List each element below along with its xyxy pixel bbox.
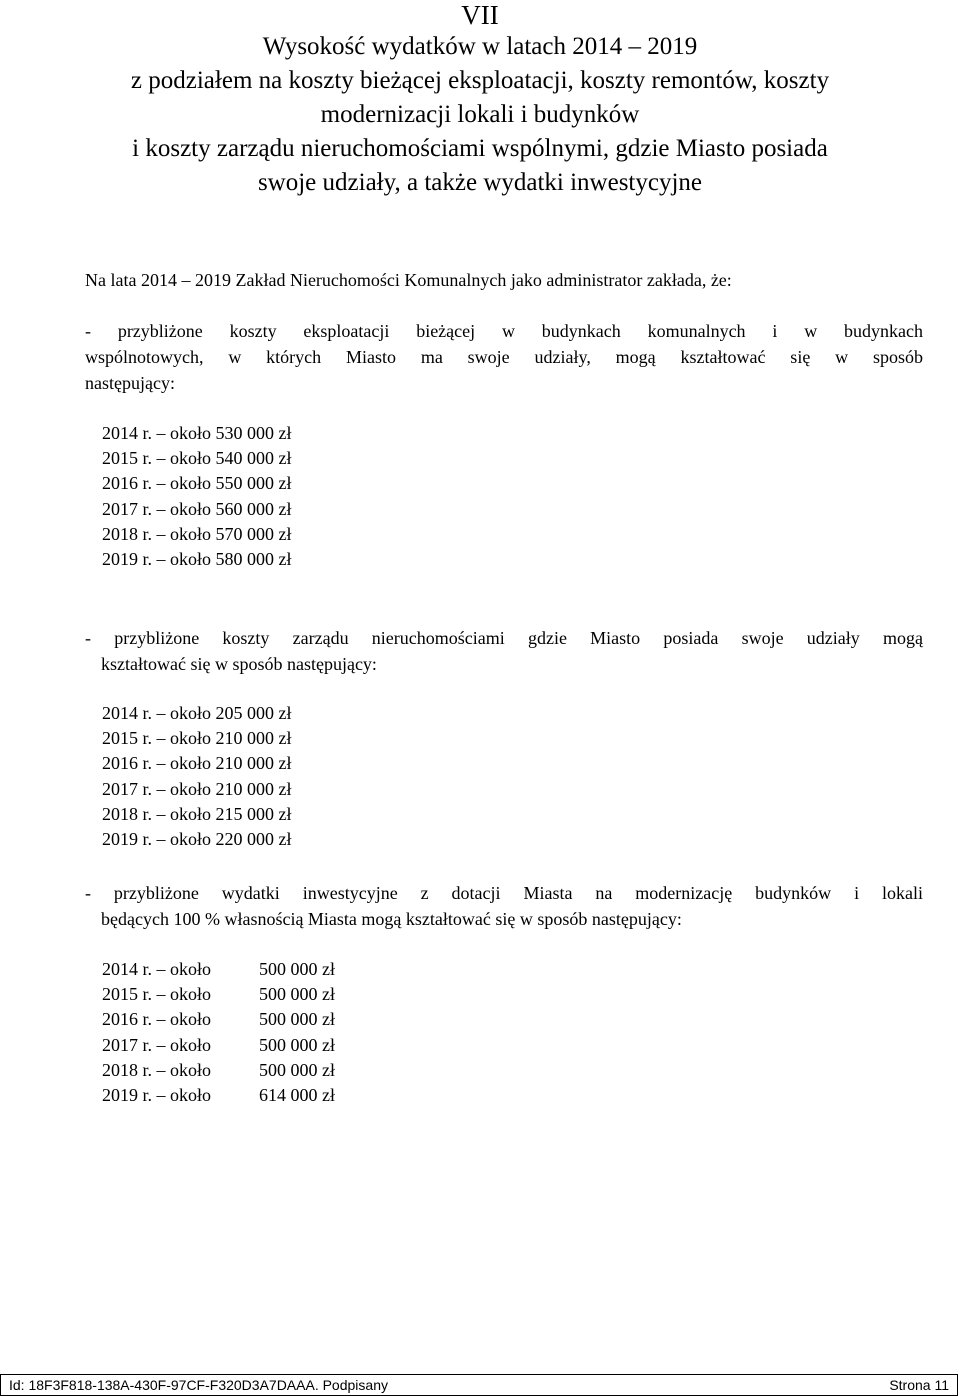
list-item: 2019 r. – około 220 000 zł (102, 829, 292, 850)
document-header (0, 0, 960, 200)
year-label: 2018 r. – około (102, 1059, 212, 1080)
amount: 500 000 zł (259, 959, 335, 979)
list-item: 2019 r. – około 580 000 zł (102, 549, 292, 570)
list-item: 2018 r. – około 215 000 zł (102, 803, 292, 824)
title-line: swoje udziały, a także wydatki inwestycyjne (257, 169, 703, 196)
management-costs-list (102, 701, 292, 852)
list-item: 2015 r. – około 540 000 zł (102, 448, 292, 469)
page-number: Strona 11 (889, 1377, 949, 1393)
title-line: z podziałem na koszty bieżącej eksploatacji, koszty remontów, koszty (130, 67, 830, 94)
list-item: 2017 r. – około 560 000 zł (102, 498, 292, 519)
list-item: 2015 r. – około 210 000 zł (102, 728, 292, 749)
list-item (102, 982, 335, 1007)
year-label: 2016 r. – około (102, 1009, 212, 1030)
amount: 500 000 zł (259, 984, 335, 1005)
paragraph-line: następujący: (85, 373, 175, 393)
title-line: modernizacji lokali i budynków (320, 101, 640, 128)
paragraph-line: - przybliżone wydatki inwestycyjne z dotacji Miasta na modernizację budynków i lokali (85, 883, 923, 903)
list-item (102, 1007, 335, 1032)
document-id: Id: 18F3F818-138A-430F-97CF-F320D3A7DAAA. Podpisany (9, 1377, 388, 1393)
amount: 500 000 zł (259, 1034, 335, 1055)
page-footer (0, 1374, 958, 1396)
list-item: 2014 r. – około 205 000 zł (102, 703, 292, 723)
list-item: 2016 r. – około 210 000 zł (102, 753, 292, 774)
intro-text: Na lata 2014 – 2019 Zakład Nieruchomości Komunalnych jako administrator zakłada, że: (85, 270, 732, 290)
list-item: 2014 r. – około 530 000 zł (102, 423, 292, 443)
year-label: 2017 r. – około (102, 1034, 212, 1055)
management-costs-paragraph (85, 625, 923, 677)
title-line: i koszty zarządu nieruchomościami wspólnymi, gdzie Miasto posiada (132, 135, 828, 162)
paragraph-line: - przybliżone koszty zarządu nieruchomościami gdzie Miasto posiada swoje udziały mogą (85, 628, 923, 648)
list-item (102, 1083, 335, 1108)
list-item: 2017 r. – około 210 000 zł (102, 778, 292, 799)
investment-expenses-list (102, 957, 335, 1108)
operating-costs-paragraph (85, 318, 923, 396)
paragraph-line: kształtować się w sposób następujący: (101, 654, 377, 674)
list-item: 2016 r. – około 550 000 zł (102, 473, 292, 494)
amount: 500 000 zł (259, 1059, 335, 1080)
investment-expenses-paragraph (85, 880, 923, 932)
section-number: VII (461, 0, 499, 30)
year-label: 2014 r. – około (102, 959, 212, 979)
year-label: 2019 r. – około (102, 1085, 212, 1106)
list-item (102, 957, 335, 982)
year-label: 2015 r. – około (102, 984, 212, 1005)
operating-costs-list (102, 421, 292, 572)
list-item (102, 1058, 335, 1083)
paragraph-line: - przybliżone koszty eksploatacji bieżącej w budynkach komunalnych i w budynkach (85, 321, 923, 341)
amount: 500 000 zł (259, 1009, 335, 1030)
list-item (102, 1033, 335, 1058)
paragraph-line: wspólnotowych, w których Miasto ma swoje udziały, mogą kształtować się w sposób (85, 347, 923, 367)
amount: 614 000 zł (259, 1085, 335, 1106)
list-item: 2018 r. – około 570 000 zł (102, 523, 292, 544)
title-line: Wysokość wydatków w latach 2014 – 2019 (262, 33, 698, 60)
paragraph-line: będących 100 % własnością Miasta mogą kształtować się w sposób następujący: (101, 909, 682, 929)
